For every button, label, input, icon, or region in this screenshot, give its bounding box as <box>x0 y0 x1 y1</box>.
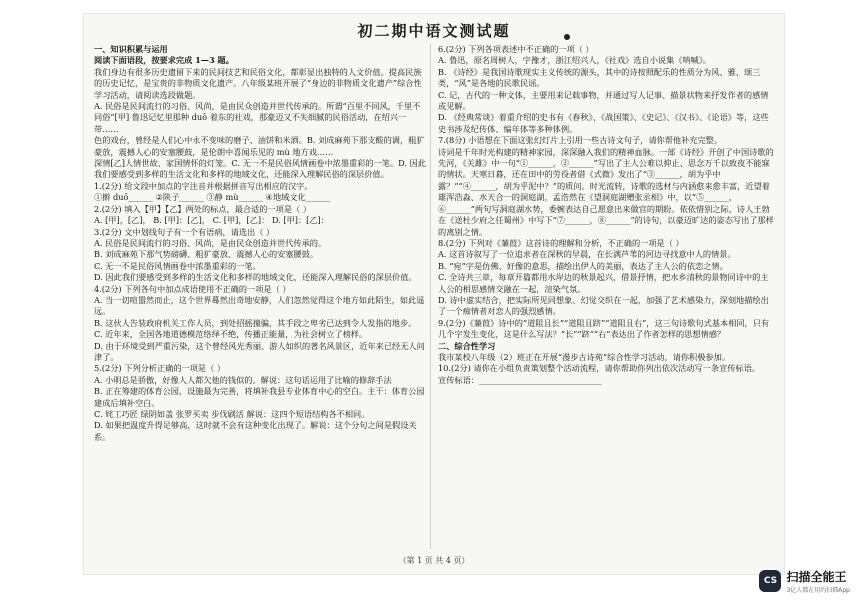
left-column-line: 深情[乙]人情世故、家国情怀的灯笼。C. 无一不是民俗风情画卷中浓墨重彩的一笔。D. 因此我们要感受到多样的生活文化和多样的地域文化，还能深入理解民俗的深层价值。 <box>94 158 426 180</box>
left-column-line: 4.(2分) 下列各句中加点成语使用不正确的一项是（ ） <box>94 283 291 294</box>
right-column-line: 8.(2分) 下列对《蒹葭》这首诗的理解和分析，不正确的一项是（ ） <box>438 237 684 248</box>
left-column-line: 我们身边有很多历史遗留下来的民间技艺和民俗文化，都彰显出独特的人文价值。提高民族的历史记忆，是宝贵的非物质文化遗产。八年级某班开展了“身边的非物质文化遗产”综合性学习活动，请阅读选段做题。 <box>94 66 422 100</box>
left-column-line: 阅读下面语段，按要求完成 1—3 题。 <box>94 55 234 66</box>
right-column-line: 诗词是千年时光构建的精神家园，深深融入我们的精神血脉。一部《诗经》开创了中国诗歌的先河，《关雎》中一句“①______，②______”写出了主人公难以抑止、思念万千以致夜不能寐的情状。天寒日暮，还在田中的劳役者借《式微》发出了“③______，胡为乎中露？”“④______，胡为乎泥中？”的质问。时光流转，诗歌的选材与内涵愈来愈丰富，近望着雄浑浩淼、水天合一的洞庭湖，孟浩然在《望洞庭湖赠张丞相》中，以“⑤______，⑥______”两句写洞庭湖水势，委婉表达自己愿意出来做官的期盼。依依惜别之际，诗人王勃在《送杜少府之任蜀州》中写下“⑦______，⑧______”的诗句，以豪迈旷达的姿态写出了那样的离别之情。 <box>438 146 774 237</box>
left-column-line: D. 因此我们要感受到多样的生活文化和多样的地域文化，还能深入理解民俗的深层价值。 <box>94 272 417 283</box>
left-column-line: B. 刘成麻苑下那气势磅礴、粗犷豪放、震撼人心的安塞腰鼓。 <box>94 249 319 260</box>
left-column-line: A. 小明总是骄傲，好像人人都欠他的钱似的。解说：这句话运用了比喻的修辞手法 <box>94 374 392 385</box>
left-column-line: D. 如果把温度升得足够高，这时就不会有这种变化出现了。解说：这个分句之间是假设关系。 <box>94 420 417 442</box>
right-column-line: 我市某校八年级（2）班正在开展“漫步古诗苑”综合性学习活动，请你积极参加。 <box>438 351 730 362</box>
left-column-line: 3.(2分) 文中划线句子有一个有语病，请选出（ ） <box>94 226 275 237</box>
left-column-line: 5.(2分) 下列分析正确的一项是（ ） <box>94 363 226 374</box>
left-column <box>94 44 426 443</box>
right-column-line: 10.(2分) 请你在小组负责策划整个活动流程，请你帮助你列出依次活动写一条宣传标语。 <box>438 363 760 374</box>
left-column-line: A. [甲]，[乙]， B. [甲]：[乙]， C. [甲]，[乙]： D. [甲]：[乙]： <box>94 215 329 226</box>
left-column-line: ①擀 duō______ ②陕子______ ③静 mù______ ④地域文化______ <box>94 192 331 203</box>
left-column-line: C. 近年来，全国各地道德模范络绎不绝，传播正能量，为社会树立了榜样。 <box>94 329 368 340</box>
right-column-line: A. 鲁迅，原名周树人，字豫才，浙江绍兴人，《社戏》选自小说集《呐喊》。 <box>438 55 712 66</box>
camscanner-logo-icon: CS <box>759 570 781 592</box>
left-column-line: A. 民俗是民间流行的习俗、风尚，是由民众创造并世代传承的。所谓“百里不同风，千里不同俗”[甲] 鲁迅记忆里那种 duō 着东的社戏，那豪迈又不失细腻的民俗活动，在绍兴一带…… <box>94 101 421 134</box>
right-column-line: D. 诗中虚实结合，把实际所见同想象、幻觉交织在一起，加强了艺术感染力，深刻地描绘出了一个痴情者对恋人的强烈感情。 <box>438 294 769 317</box>
left-column-line: 1.(2分) 给文段中加点的字注音并根据拼音写出相应的汉字。 <box>94 180 313 191</box>
right-column-line: 宣传标语：______________________________ <box>438 374 602 385</box>
watermark-name: 扫描全能王 <box>786 570 847 584</box>
column-divider <box>430 44 431 549</box>
scanner-watermark <box>759 568 850 594</box>
right-column-line: B. 《诗经》是我国诗歌现实主义传统的源头，其中的诗按照配乐的性质分为风、雅、颂三类，“风”是各地的民歌民谣。 <box>438 66 761 89</box>
right-column-line: D. 《经典常谈》着重介绍的史书有《春秋》、《战国策》、《史记》、《汉书》、《论语》等，这些史书涉及纪传体、编年体等多种体例。 <box>438 112 769 134</box>
page-footer: （第 1 页 共 4 页） <box>398 556 470 565</box>
right-column-line: B. “宛”字是仿佛、好像的意思，描绘出伊人的美丽，表达了主人公的依恋之情。 <box>438 260 728 271</box>
scanned-exam-page <box>84 14 784 574</box>
right-column-line: 9.(2分)《蒹葭》诗中的“道阻且长”“道阻且跻”“道阻且右”，这三句诗歌句式基本相同，只有几个字发生变化，这是什么写法？“长”“跻”“右”表达出了作者怎样的思想情感？ <box>438 317 770 340</box>
left-column-line: B. 正在筹建的体育公园，设施最为完善，将填补我县专业体育中心的空白。主干：体育公园建成后填补空白。 <box>94 386 425 408</box>
left-column-line: D. 由于环境受到严重污染，这个曾经风光秀丽、游人如织的著名风景区，近年来已经无人问津了。 <box>94 340 425 362</box>
left-column-line: 2.(2分) 填入【甲】【乙】两处的标点，最合适的一项是（ ） <box>94 203 312 214</box>
right-column <box>438 44 776 386</box>
right-column-line: 7.(8分) 小语想在下面这张幻灯片上引用一些古诗文句子，请你帮他补充完整。 <box>438 135 723 146</box>
right-column-line: 二、综合性学习 <box>438 340 496 351</box>
page-title: 初二期中语文测试题 <box>357 22 511 40</box>
right-column-line: C. 记，古代的一种文体，主要用来记载事物，并通过写人记事、描景状物来抒发作者的感情或见解。 <box>438 89 769 112</box>
left-column-line: A. 当一切喧嚣然而止，这个世界蓦然出奇地安静，人们忽然觉得这个地方如此陌生，如此遥远。 <box>94 294 425 317</box>
left-column-line: 色的戏台，曾经是人们心中永不变味的磨子、油饼和米酒。B. 刘成麻苑下那支酸的调，粗犷豪放，震撼人心的安塞腰鼓，是伦朗中喜闻乐见的 mù 地方戏…… <box>94 135 425 157</box>
right-column-line: A. 这首诗叙写了一位追求者在深秋的早晨，在长满芦苇的河边寻找意中人的情景。 <box>438 249 736 260</box>
right-column-line: 6.(2分) 下列各项表述中不正确的一项（ ） <box>438 44 594 54</box>
right-column-line: C. 全诗共三章，每章开篇都用水岸边的秋景起兴，借景抒情，把水乡清秋的景物同诗中的主人公的相思感情交融在一起，渲染气氛。 <box>438 272 769 294</box>
watermark-subtitle: 3亿人都在用的扫描App <box>786 587 850 594</box>
left-column-line: C. 姹工巧匠 绿阴如盖 张罗买卖 步伐刷活 解说：这四个短语结构各不相同。 <box>94 409 370 419</box>
left-column-line: 一、知识积累与运用 <box>94 44 168 54</box>
left-column-line: C. 无一不是民俗风情画卷中浓墨重彩的一笔。 <box>94 260 261 271</box>
left-column-line: A. 民俗是民间流行的习俗、风尚，是由民众创造并世代传承的。 <box>94 237 327 248</box>
left-column-line: B. 这伙人告装政府机关工作人员，到处招摇撞骗，其手段之卑劣已达到令人发指的地步。 <box>94 317 417 328</box>
